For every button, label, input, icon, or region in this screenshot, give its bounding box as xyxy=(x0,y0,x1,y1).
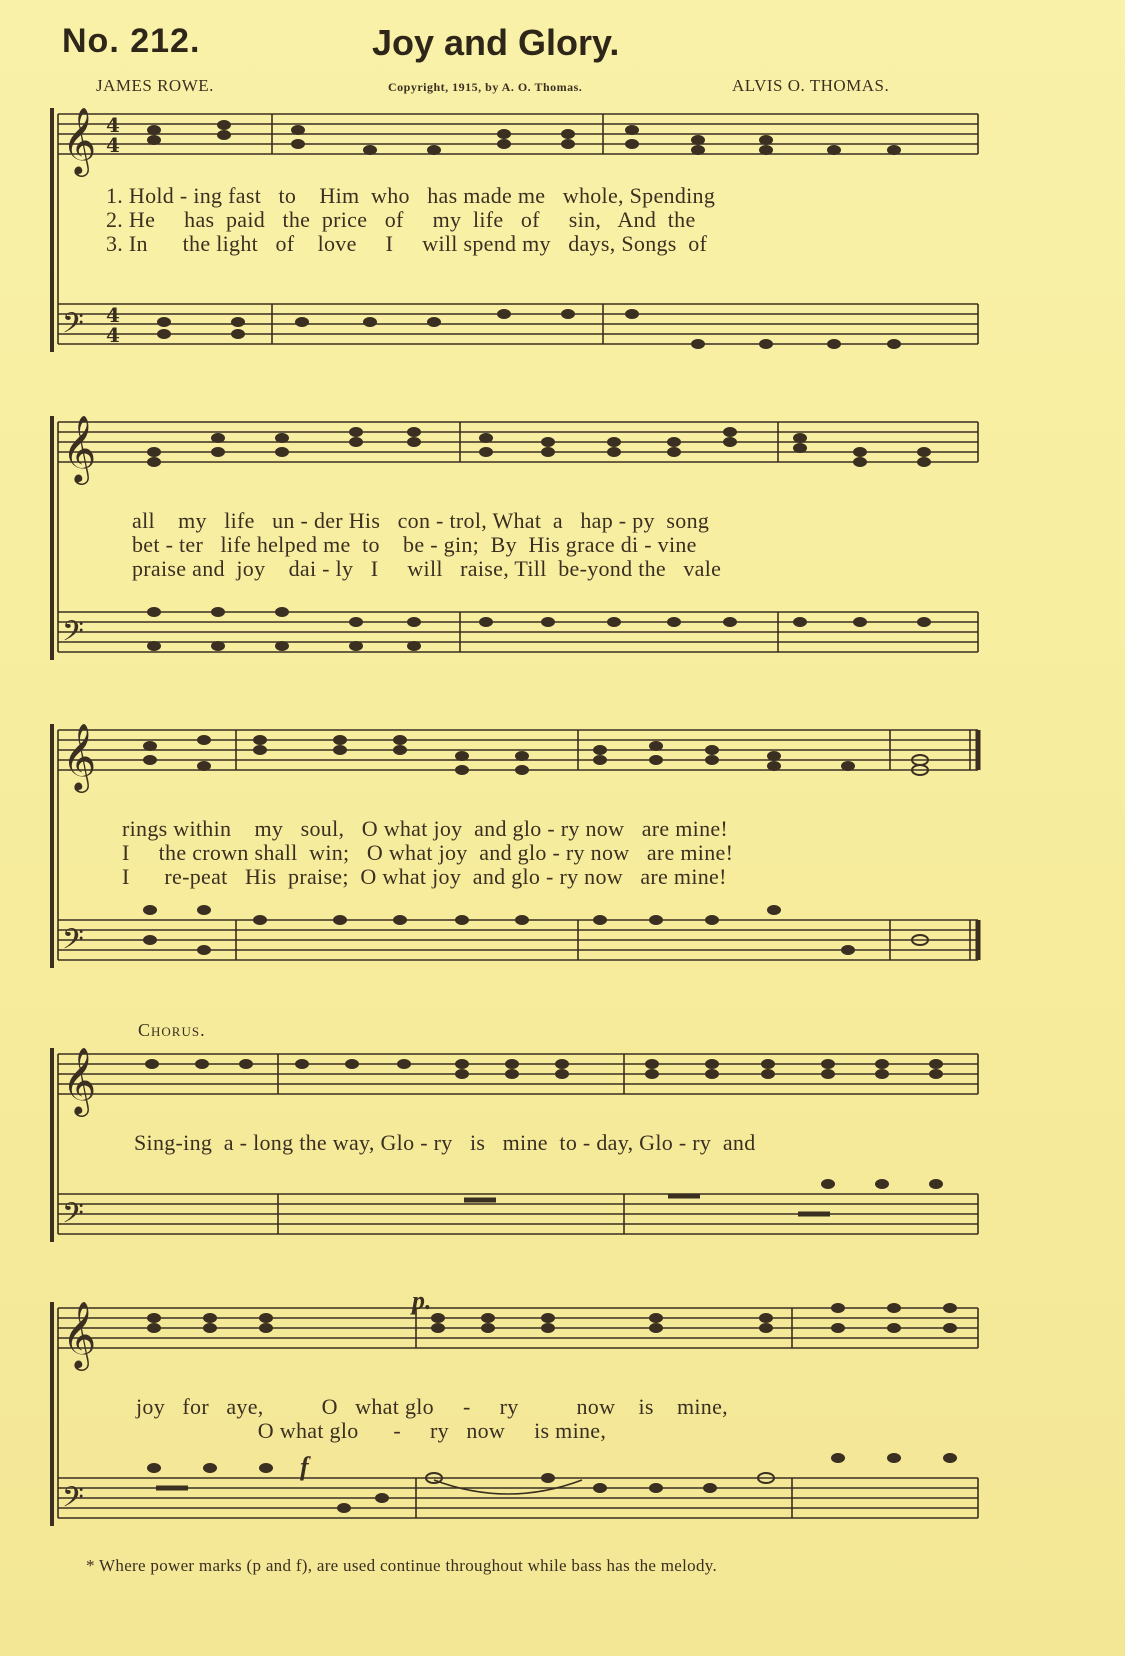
forte-dynamic-mark: f xyxy=(300,1452,309,1481)
lyric-line: joy for aye, O what glo - ry now is mine, xyxy=(136,1394,728,1419)
svg-text:𝄞: 𝄞 xyxy=(62,106,97,174)
svg-text:𝄞: 𝄞 xyxy=(62,1300,97,1368)
svg-text:𝄞: 𝄞 xyxy=(62,414,97,482)
svg-text:4: 4 xyxy=(106,323,120,347)
svg-text:𝄢: 𝄢 xyxy=(62,1481,84,1521)
lyric-line: I re-peat His praise; O what joy and glo - ry now are mine! xyxy=(122,864,727,889)
hymn-title: Joy and Glory. xyxy=(372,22,620,63)
lyric-line: all my life un - der His con - trol, What a hap - py song xyxy=(132,508,710,533)
svg-text:4: 4 xyxy=(106,113,120,137)
lyric-line: O what glo - ry now is mine, xyxy=(136,1418,607,1443)
hymn-number: No. 212. xyxy=(62,22,201,60)
lyric-line: 1. Hold - ing fast to Him who has made me whole, Spending xyxy=(106,183,716,208)
lyric-line: bet - ter life helped me to be - gin; By His grace di - vine xyxy=(132,532,697,557)
footnote: * Where power marks (p and f), are used continue throughout while bass has the melody. xyxy=(86,1556,718,1575)
lyric-line: praise and joy dai - ly I will raise, Till be-yond the vale xyxy=(132,556,722,581)
lyric-line: 2. He has paid the price of my life of sin, And the xyxy=(106,207,696,232)
svg-text:𝄞: 𝄞 xyxy=(62,722,97,790)
piano-dynamic-mark: p. xyxy=(412,1286,432,1315)
svg-text:𝄢: 𝄢 xyxy=(62,615,84,655)
svg-text:𝄞: 𝄞 xyxy=(62,1046,97,1114)
copyright-notice: Copyright, 1915, by A. O. Thomas. xyxy=(388,80,583,94)
svg-text:𝄢: 𝄢 xyxy=(62,923,84,963)
composer-credit: ALVIS O. THOMAS. xyxy=(732,76,890,95)
lyric-line: Sing-ing a - long the way, Glo - ry is mine to - day, Glo - ry and xyxy=(134,1130,756,1155)
chorus-label: Chorus. xyxy=(138,1020,206,1040)
lyric-line: 3. In the light of love I will spend my days, Songs of xyxy=(106,231,708,256)
svg-text:4: 4 xyxy=(106,303,120,327)
lyricist-credit: JAMES ROWE. xyxy=(96,76,214,95)
svg-text:𝄢: 𝄢 xyxy=(62,307,84,347)
lyric-line: I the crown shall win; O what joy and glo - ry now are mine! xyxy=(122,840,734,865)
svg-text:𝄢: 𝄢 xyxy=(62,1197,84,1237)
svg-text:4: 4 xyxy=(106,133,120,157)
lyric-line: rings within my soul, O what joy and glo - ry now are mine! xyxy=(122,816,729,841)
